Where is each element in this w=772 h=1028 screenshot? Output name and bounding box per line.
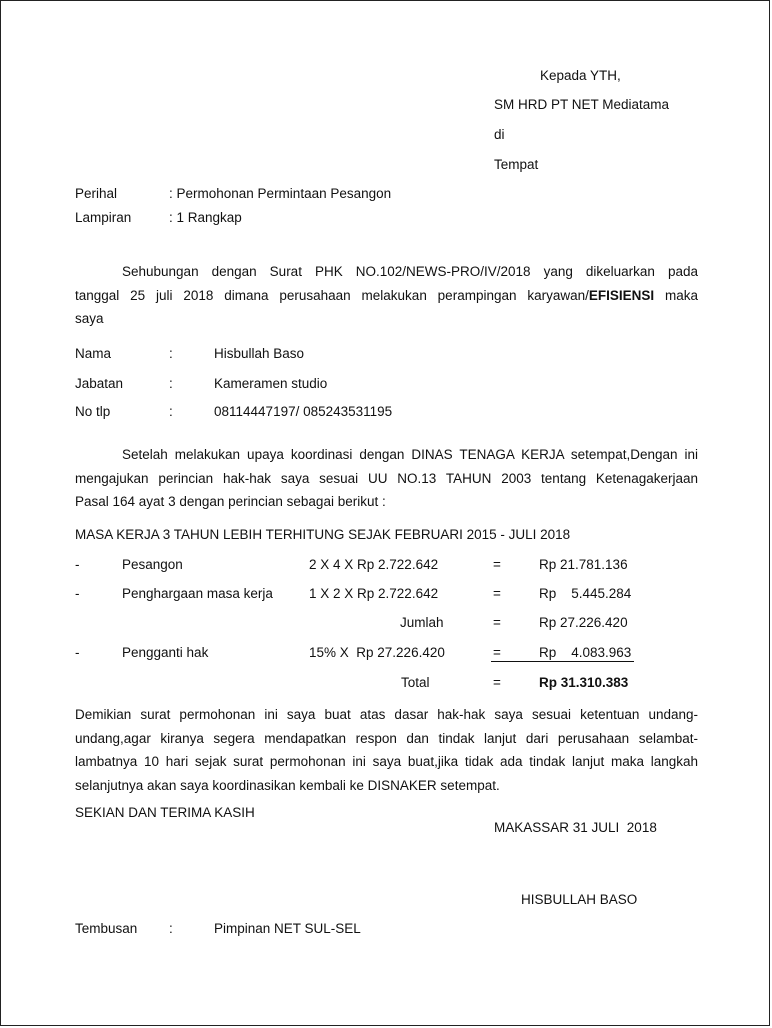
coordination-line-1: Setelah melakukan upaya koordinasi dengan DINAS TENAGA KERJA setempat,Dengan ini xyxy=(122,447,698,462)
efisiensi-emphasis: EFISIENSI xyxy=(588,287,655,303)
intro-paragraph xyxy=(75,260,698,331)
pesangon-formula: 2 X 4 X Rp 2.722.642 xyxy=(309,557,439,572)
jumlah-label: Jumlah xyxy=(400,615,444,630)
intro-line-2-end: maka xyxy=(654,287,699,303)
cc-colon: : xyxy=(169,921,173,936)
coordination-line-2: mengajukan perincian hak-hak saya sesuai UU NO.13 TAHUN 2003 tentang Ketenagakerjaan xyxy=(75,470,698,486)
pengganti-amount: Rp 4.083.963 xyxy=(539,645,632,660)
signatory-name: HISBULLAH BASO xyxy=(521,892,638,907)
recipient-line-3: di xyxy=(494,127,505,142)
penghargaan-formula: 1 X 2 X Rp 2.722.642 xyxy=(309,586,439,601)
intro-line-2 xyxy=(75,284,698,308)
equals-sign: = xyxy=(493,645,501,660)
penghargaan-amount: Rp 5.445.284 xyxy=(539,586,632,601)
cc-value: Pimpinan NET SUL-SEL xyxy=(214,921,361,936)
closing-line-1: Demikian surat permohonan ini saya buat atas dasar hak-hak saya sesuai ketentuan undang- xyxy=(75,707,698,722)
calc-dash: - xyxy=(75,645,80,660)
identity-value-jabatan: Kameramen studio xyxy=(214,376,328,391)
intro-line-3: saya xyxy=(75,311,104,326)
penghargaan-label: Penghargaan masa kerja xyxy=(122,586,273,601)
calc-dash: - xyxy=(75,557,80,572)
closing-line-3: lambatnya 10 hari sejak surat permohonan ini saya buat,jika tidak ada tindak lanjut maka langkah xyxy=(75,754,698,769)
coordination-line-3: Pasal 164 ayat 3 dengan perincian sebagai berikut : xyxy=(75,494,386,509)
pesangon-amount: Rp 21.781.136 xyxy=(539,557,628,572)
perihal-label: Perihal xyxy=(75,186,118,201)
recipient-line-2: SM HRD PT NET Mediatama xyxy=(494,97,670,112)
jumlah-amount: Rp 27.226.420 xyxy=(539,615,628,630)
identity-colon: : xyxy=(169,376,173,391)
identity-colon: : xyxy=(169,346,173,361)
place-date: MAKASSAR 31 JULI 2018 xyxy=(494,820,657,835)
identity-label-jabatan: Jabatan xyxy=(75,376,124,391)
recipient-line-4: Tempat xyxy=(494,157,539,172)
identity-colon: : xyxy=(169,404,173,419)
lampiran-label: Lampiran xyxy=(75,210,132,225)
subtotal-underline xyxy=(491,661,634,662)
pengganti-label: Pengganti hak xyxy=(122,645,209,660)
identity-value-nama: Hisbullah Baso xyxy=(214,346,305,361)
identity-label-notlp: No tlp xyxy=(75,404,111,419)
perihal-value: : Permohonan Permintaan Pesangon xyxy=(169,186,392,201)
recipient-line-1: Kepada YTH, xyxy=(540,68,621,83)
equals-sign: = xyxy=(493,586,501,601)
calc-dash: - xyxy=(75,586,80,601)
lampiran-value: : 1 Rangkap xyxy=(169,210,242,225)
equals-sign: = xyxy=(493,557,501,572)
salutation: SEKIAN DAN TERIMA KASIH xyxy=(75,805,255,820)
identity-label-nama: Nama xyxy=(75,346,112,361)
closing-line-4: selanjutnya akan saya koordinasikan kembali ke DISNAKER setempat. xyxy=(75,777,500,793)
calc-heading: MASA KERJA 3 TAHUN LEBIH TERHITUNG SEJAK FEBRUARI 2015 - JULI 2018 xyxy=(75,527,571,542)
closing-line-2: undang,agar kiranya segera mendapatkan respon dan tindak lanjut dari perusahaan selambat- xyxy=(75,730,698,746)
total-label: Total xyxy=(401,675,430,690)
total-amount: Rp 31.310.383 xyxy=(539,675,629,690)
pengganti-formula: 15% X Rp 27.226.420 xyxy=(309,645,445,660)
coordination-paragraph xyxy=(75,443,698,514)
intro-line-1: Sehubungan dengan Surat PHK NO.102/NEWS-PRO/IV/2018 yang dikeluarkan pada xyxy=(122,264,698,279)
closing-paragraph xyxy=(75,703,698,797)
intro-line-2-text: tanggal 25 juli 2018 dimana perusahaan melakukan perampingan karyawan/ xyxy=(75,287,589,303)
identity-value-notlp: 08114447197/ 085243531195 xyxy=(214,404,393,419)
pesangon-label: Pesangon xyxy=(122,557,183,572)
equals-sign: = xyxy=(493,615,501,630)
cc-label: Tembusan xyxy=(75,921,138,936)
equals-sign: = xyxy=(493,675,501,690)
